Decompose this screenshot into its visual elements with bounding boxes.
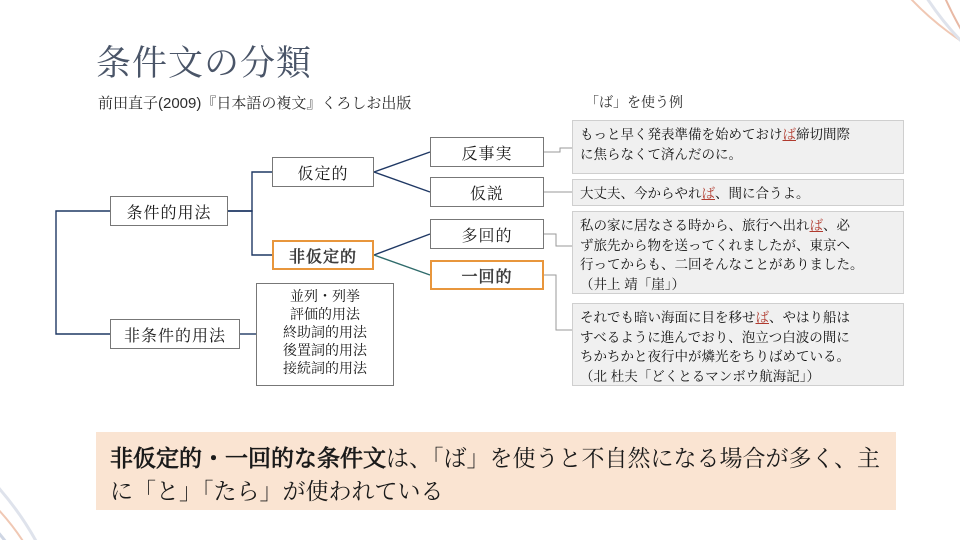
- node-hi-joken-teki-sublist: [256, 283, 394, 386]
- node-takai-teki[interactable]: 多回的: [430, 219, 544, 249]
- sublist-item: 並列・列挙: [290, 288, 360, 304]
- node-kasetsu[interactable]: 仮説: [430, 177, 544, 207]
- sublist-item: 終助詞的用法: [283, 323, 367, 340]
- node-joken-teki[interactable]: 条件的用法: [110, 196, 228, 226]
- example-line: （北 杜夫「どくとるマンボウ航海記」）: [580, 368, 821, 384]
- example-line: それでも暗い海面に目を移せば、やはり船は: [580, 310, 850, 325]
- sublist-item: 後置詞的用法: [283, 341, 367, 358]
- example-line: 行ってからも、二回そんなことがありました。: [580, 257, 864, 273]
- node-hi-joken-teki[interactable]: 非条件的用法: [110, 319, 240, 349]
- source-citation: 前田直子(2009)『日本語の複文』くろしお出版: [98, 95, 412, 112]
- example-line: 大丈夫、今からやれば、間に合うよ。: [580, 186, 810, 201]
- example-line: に焦らなくて済んだのに。: [580, 146, 742, 162]
- example-line: ず旅先から物を送ってくれましたが、東京へ: [580, 237, 850, 253]
- example-line: すべるように進んでおり、泡立つ白波の間に: [580, 329, 850, 345]
- example-takai-teki: [572, 211, 904, 294]
- sublist-item: 接続詞的用法: [283, 359, 367, 376]
- example-line: ちかちかと夜行中が燐光をちりばめている。: [580, 349, 850, 365]
- callout-bold-text: 非仮定的・一回的な条件文: [110, 445, 386, 471]
- sublist-item: 評価的用法: [290, 305, 360, 322]
- node-katei-teki[interactable]: 仮定的: [272, 157, 374, 187]
- examples-heading: 「ば」を使う例: [585, 94, 683, 110]
- example-kasetsu: [572, 179, 904, 206]
- callout-rest-text: は、「ば」を使うと不自然になる場合が多く、主に「と」「たら」が使われている: [110, 445, 881, 505]
- example-ikkai-teki: [572, 303, 904, 386]
- example-line: 私の家に居なさる時から、旅行へ出れば、必: [580, 218, 850, 233]
- summary-callout: [96, 432, 896, 510]
- example-han-jijitsu: [572, 120, 904, 174]
- node-hi-katei-teki[interactable]: 非仮定的: [272, 240, 374, 270]
- page-title: 条件文の分類: [96, 44, 313, 83]
- node-ikkai-teki[interactable]: 一回的: [430, 260, 544, 290]
- example-line: もっと早く発表準備を始めておけば締切間際: [580, 127, 850, 142]
- example-line: （井上 靖「崖」）: [580, 276, 686, 292]
- node-han-jijitsu[interactable]: 反事実: [430, 137, 544, 167]
